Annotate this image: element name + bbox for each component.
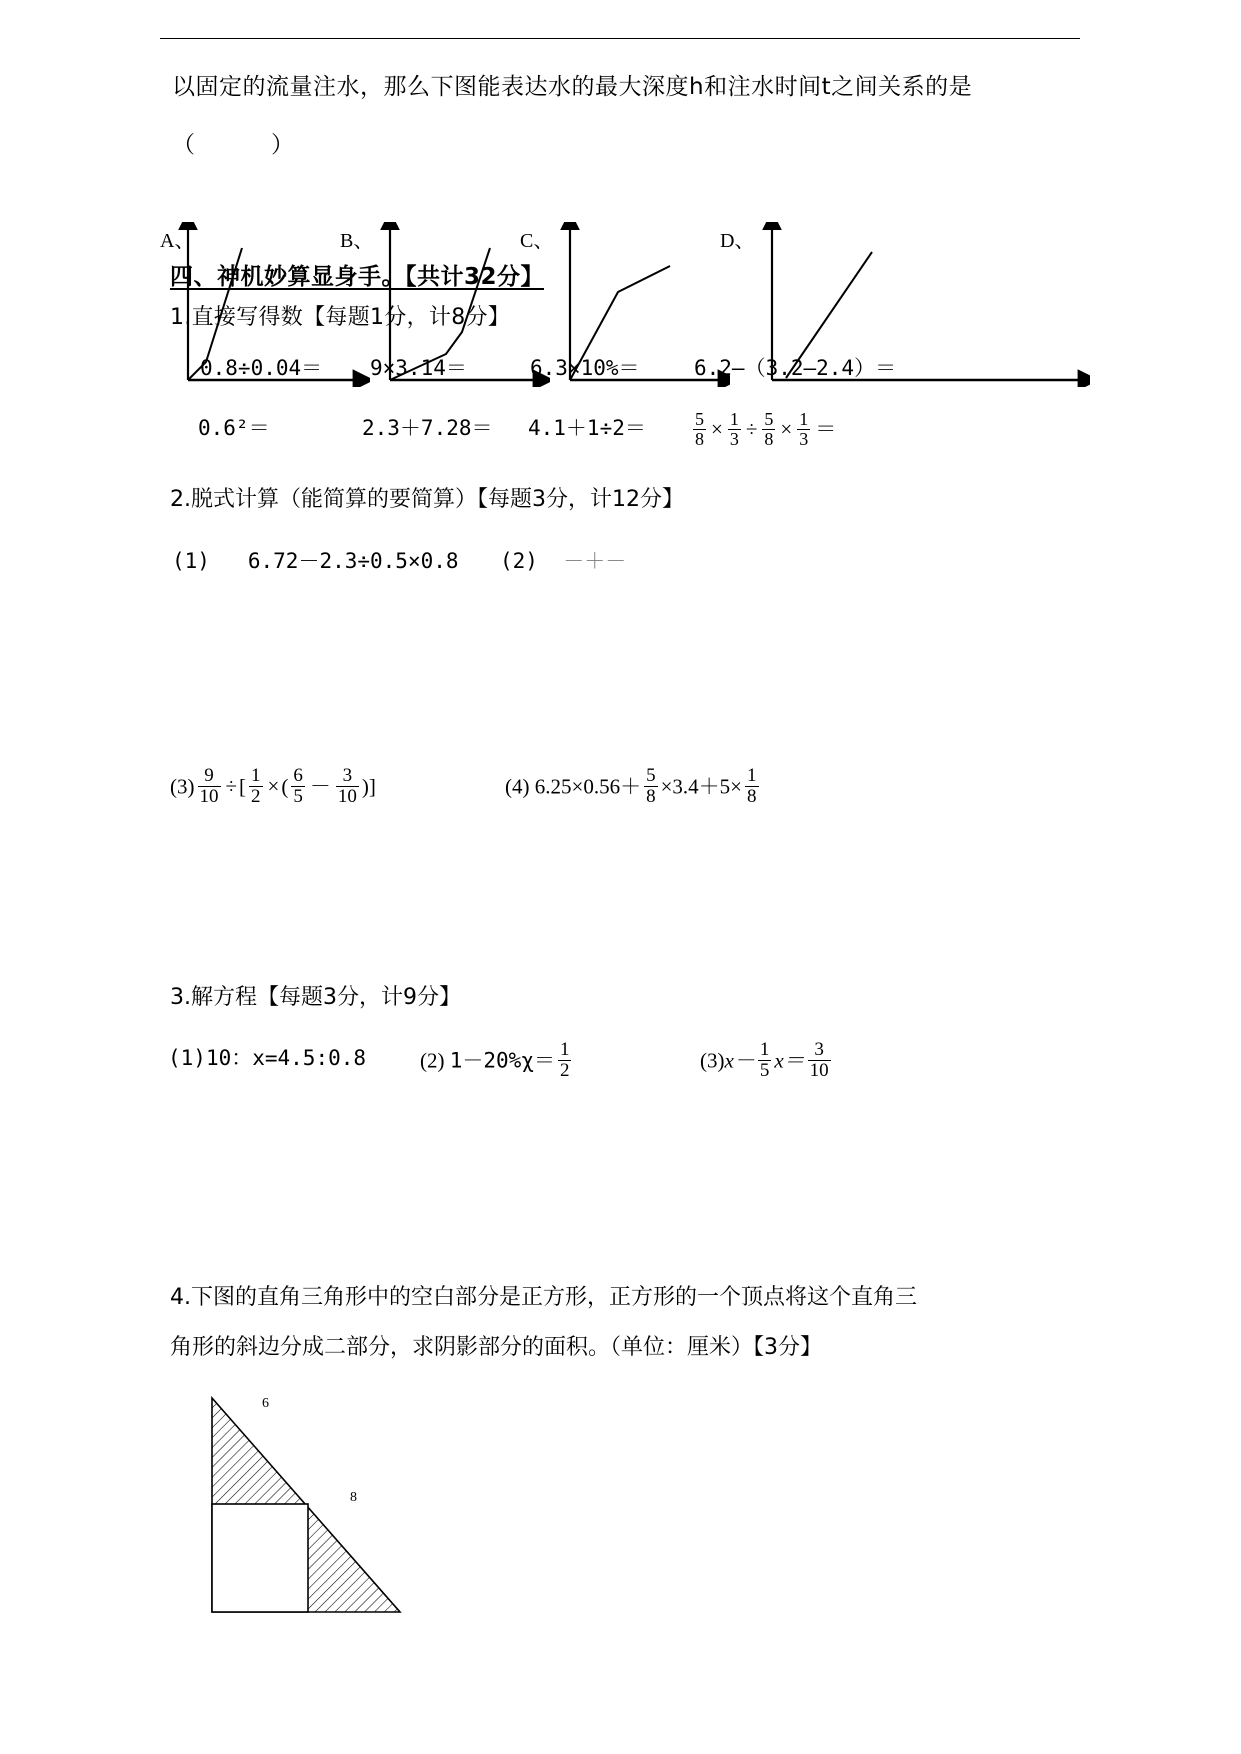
q2-item-3	[170, 765, 376, 809]
q3-item-3	[700, 1039, 834, 1083]
arith-2-2: 2.3＋7.28＝	[362, 416, 493, 440]
right-paren: )	[361, 774, 369, 799]
sub-section-4-line2: 角形的斜边分成二部分，求阴影部分的面积。（单位：厘米）【3分】	[170, 1335, 822, 1360]
q2-item-4-index: (4)	[505, 774, 530, 799]
fraction-3-10: $\frac{3}{10}$	[337, 765, 357, 807]
q2-item-1-expr: 6.72－2.3÷0.5×0.8	[247, 549, 459, 573]
sub-section-3-title: 3.解方程【每题3分，计9分】	[170, 985, 461, 1010]
equals-sign: ＝	[815, 417, 837, 442]
q3-item-1-expr: 10：x=4.5:0.8	[205, 1046, 367, 1070]
fraction-1-2: $\frac{1}{2}$	[251, 765, 261, 807]
q3-item-2-lead: 1－20%χ＝	[449, 1048, 555, 1073]
q2-item-2-index: (2)	[500, 549, 538, 573]
op-divide-q3: ÷	[225, 774, 238, 799]
fraction-5-8-b: $\frac{5}{8}$	[764, 409, 774, 449]
left-bracket: [	[239, 774, 247, 799]
q3-item-3-lead: x－	[724, 1048, 755, 1073]
op-multiply-a: ×	[711, 417, 723, 442]
option-b-label: B、	[340, 230, 374, 252]
op-minus-q3: －	[309, 774, 331, 799]
fraction-1-3-a: $\frac{1}{3}$	[729, 409, 739, 449]
fraction-5-8-a: $\frac{5}{8}$	[695, 409, 704, 449]
arith-1-1: 0.8÷0.04＝	[200, 356, 323, 380]
answer-blank: （ ）	[172, 132, 304, 158]
section-4-heading	[170, 258, 544, 291]
fraction-1-2-q3: $\frac{1}{2}$	[559, 1039, 570, 1081]
question-stem: 以固定的流量注水，那么下图能表达水的最大深度h和注水时间t之间关系的是	[172, 74, 973, 100]
section-4-heading-main: 四、神机妙算显身手	[170, 264, 382, 290]
arith-2-1: 0.6²＝	[198, 416, 270, 440]
q2-item-4	[505, 765, 762, 809]
header-rule	[160, 38, 1080, 39]
fraction-1-3-b: $\frac{1}{3}$	[799, 409, 809, 449]
fraction-1-5: $\frac{1}{5}$	[759, 1039, 770, 1081]
arith-2-3: 4.1＋1÷2＝	[528, 416, 646, 440]
fraction-6-5: $\frac{6}{5}$	[293, 765, 303, 807]
q3-item-1-index: (1)	[168, 1046, 206, 1070]
triangle-figure	[200, 1390, 430, 1635]
fraction-1-8-q4: $\frac{1}{8}$	[747, 765, 757, 807]
arith-1-3: 6.3×10%＝	[530, 356, 640, 380]
option-d-label: D、	[720, 230, 755, 252]
fraction-9-10: $\frac{9}{10}$	[199, 765, 219, 807]
q2-item-1	[172, 545, 459, 575]
q2-item-2	[500, 545, 626, 575]
sub-section-2-title: 2.脱式计算（能简算的要简算）【每题3分，计12分】	[170, 487, 684, 512]
q2-item-4-mid: ×3.4＋5×	[660, 774, 743, 799]
q3-item-3-mid: x＝	[774, 1048, 805, 1073]
q3-item-2-index: (2)	[420, 1048, 445, 1073]
arith-2-4-fraction-expression	[690, 409, 838, 451]
q3-item-3-index: (3)	[700, 1048, 725, 1073]
op-divide: ÷	[745, 417, 758, 442]
q2-item-4-lead: 6.25×0.56＋	[534, 774, 642, 799]
left-paren: (	[281, 774, 289, 799]
q3-item-1	[168, 1042, 366, 1072]
figure-label-top: 6	[262, 1396, 269, 1411]
section-4-heading-tail: 。【共计32分】	[381, 264, 545, 290]
triangle-figure-svg	[200, 1390, 430, 1630]
op-multiply-q3: ×	[267, 774, 280, 799]
q2-item-1-index: (1)	[172, 549, 210, 573]
fraction-5-8-q4: $\frac{5}{8}$	[646, 765, 656, 807]
arith-1-4: 6.2—（3.2—2.4）＝	[694, 356, 897, 380]
q2-item-3-index: (3)	[170, 774, 195, 799]
option-c-label: C、	[520, 230, 554, 252]
fraction-3-10-q3: $\frac{3}{10}$	[809, 1039, 829, 1081]
arith-1-2: 9×3.14＝	[370, 356, 467, 380]
sub-section-4-line1: 4.下图的直角三角形中的空白部分是正方形，正方形的一个顶点将这个直角三	[170, 1285, 917, 1310]
op-multiply-b: ×	[780, 417, 793, 442]
q3-item-2	[420, 1039, 574, 1083]
figure-label-hypotenuse: 8	[350, 1490, 357, 1505]
right-bracket: ]	[368, 774, 376, 799]
q2-item-2-expr: －＋－	[563, 549, 627, 573]
sub-section-1-title: 1.直接写得数【每题1分，计8分】	[170, 305, 511, 330]
option-a-label: A、	[160, 230, 195, 252]
